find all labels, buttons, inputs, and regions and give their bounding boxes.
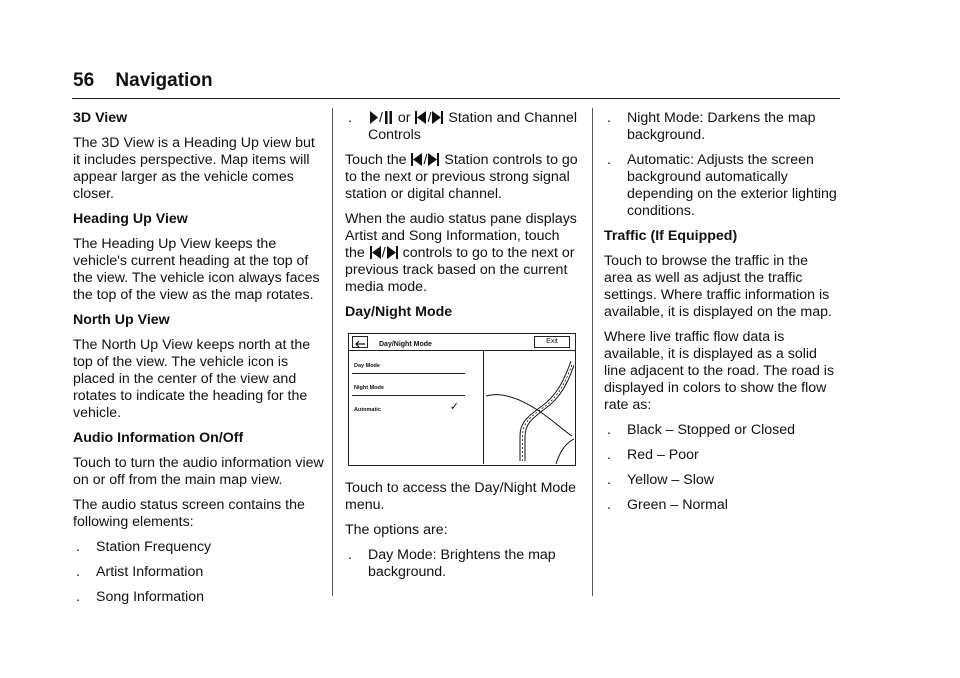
heading-audio-info: Audio Information On/Off	[73, 430, 244, 446]
bullet: .	[348, 110, 352, 126]
bullet: .	[76, 564, 80, 580]
list-item	[73, 564, 325, 581]
paragraph-day-night-access: Touch to access the Day/Night Mode menu.	[345, 480, 577, 513]
heading-heading-up: Heading Up View	[73, 211, 188, 227]
list-item	[604, 497, 840, 514]
back-icon[interactable]	[352, 336, 368, 348]
map-road-line	[556, 439, 574, 464]
p2-post-text: controls to go to the next or previous track based on the current media mode.	[345, 245, 575, 295]
bullet-text: Yellow – Slow	[627, 472, 715, 488]
day-night-screenshot	[348, 333, 576, 466]
paragraph-traffic-browse: Touch to browse the traffic in the area as well as adjust the traffic settings. Where traffic information is available, it is displayed on the map.	[604, 253, 832, 320]
exit-button[interactable]: Exit	[534, 336, 570, 348]
bullet: .	[607, 110, 611, 126]
bullet: .	[607, 472, 611, 488]
paragraph-station-controls	[345, 152, 581, 203]
menu-item-label: Night Mode	[354, 385, 384, 391]
list-item	[73, 539, 325, 556]
bullet: .	[76, 589, 80, 605]
p2-pre-text: When the audio status pane displays Artist and Song Information, touch the	[345, 211, 577, 261]
glyph-separator: /	[381, 245, 386, 261]
column-2	[345, 110, 581, 589]
bullet-text: Green – Normal	[627, 497, 728, 513]
glyph-separator: /	[423, 152, 428, 168]
paragraph-options: The options are:	[345, 522, 448, 538]
list-item	[73, 589, 325, 606]
list-item	[604, 110, 840, 144]
section-title: Navigation	[115, 70, 213, 91]
bullet-text: Red – Poor	[627, 447, 699, 463]
bullet-text: Station Frequency	[96, 539, 212, 555]
seek-back-icon	[370, 246, 381, 259]
list-item	[345, 547, 581, 581]
heading-3d-view: 3D View	[73, 110, 128, 126]
bullet-text: Song Information	[96, 589, 205, 605]
p1-pre-text: Touch the	[345, 152, 407, 168]
menu-item-night-mode[interactable]	[352, 374, 465, 396]
bullet: .	[76, 539, 80, 555]
map-preview	[484, 351, 574, 464]
p1-post-text: Station controls to go to the next or previous strong signal station or digital channel.	[345, 152, 578, 202]
page-header	[73, 70, 213, 92]
paragraph-traffic-flow: Where live traffic flow data is available, it is displayed as a solid line adjacent to the road. The road is displayed in colors to show the flow rate as:	[604, 329, 835, 413]
seek-forward-icon	[432, 111, 443, 124]
paragraph-heading-up: The Heading Up View keeps the vehicle's current heading at the top of the view. The vehicle icon always faces the top of the view as the map rotates.	[73, 236, 320, 303]
screenshot-title-bar	[349, 334, 575, 351]
mode-menu	[352, 352, 465, 418]
seek-back-icon	[415, 111, 426, 124]
seek-forward-icon	[387, 246, 398, 259]
seek-back-icon	[411, 153, 422, 166]
menu-item-automatic[interactable]	[352, 396, 465, 418]
bullet: .	[607, 152, 611, 168]
map-road-line	[520, 361, 571, 461]
bullet-text: Night Mode: Darkens the map background.	[627, 110, 816, 143]
bullet: .	[348, 547, 352, 563]
heading-day-night: Day/Night Mode	[345, 304, 453, 320]
list-item	[604, 152, 840, 220]
list-item	[604, 422, 840, 439]
menu-item-day-mode[interactable]	[352, 352, 465, 374]
bullet: .	[607, 422, 611, 438]
heading-north-up: North Up View	[73, 312, 170, 328]
checkmark-icon: ✓	[449, 401, 459, 413]
menu-item-label: Automatic	[354, 407, 381, 413]
bullet-text: Automatic: Adjusts the screen background automatically depending on the exterior lighting conditions.	[627, 152, 837, 219]
bullet-text: Black – Stopped or Closed	[627, 422, 795, 438]
bullet-text: Artist Information	[96, 564, 204, 580]
page-number: 56	[73, 70, 95, 91]
seek-forward-icon	[428, 153, 439, 166]
bullet-text: Day Mode: Brightens the map background.	[368, 547, 556, 580]
paragraph-artist-song	[345, 211, 581, 296]
list-item-controls	[345, 110, 581, 144]
menu-item-label: Day Mode	[354, 363, 380, 369]
column-divider-2	[592, 108, 593, 596]
list-item	[604, 447, 840, 464]
bullet: .	[607, 447, 611, 463]
heading-traffic: Traffic (If Equipped)	[604, 228, 738, 244]
column-1	[73, 110, 325, 614]
paragraph-audio-info: Touch to turn the audio information view on or off from the main map view.	[73, 455, 324, 488]
play-icon	[369, 111, 378, 124]
pause-icon	[384, 111, 393, 124]
screenshot-title: Day/Night Mode	[379, 341, 432, 348]
bullet: .	[607, 497, 611, 513]
list-item	[604, 472, 840, 489]
or-text: or	[397, 110, 411, 126]
glyph-separator: /	[379, 110, 383, 126]
header-rule	[72, 98, 840, 99]
paragraph-audio-status: The audio status screen contains the following elements:	[73, 497, 305, 530]
glyph-separator: /	[427, 110, 432, 126]
paragraph-3d-view: The 3D View is a Heading Up view but it includes perspective. Map items will appear larger as the vehicle comes closer.	[73, 135, 315, 202]
map-road-line	[486, 395, 572, 436]
column-divider-1	[332, 108, 333, 596]
controls-bullet-text: Station and Channel Controls	[368, 110, 577, 143]
column-3	[604, 110, 840, 522]
paragraph-north-up: The North Up View keeps north at the top of the view. The vehicle icon is placed in the center of the view and rotates to indicate the heading for the vehicle.	[73, 337, 311, 421]
